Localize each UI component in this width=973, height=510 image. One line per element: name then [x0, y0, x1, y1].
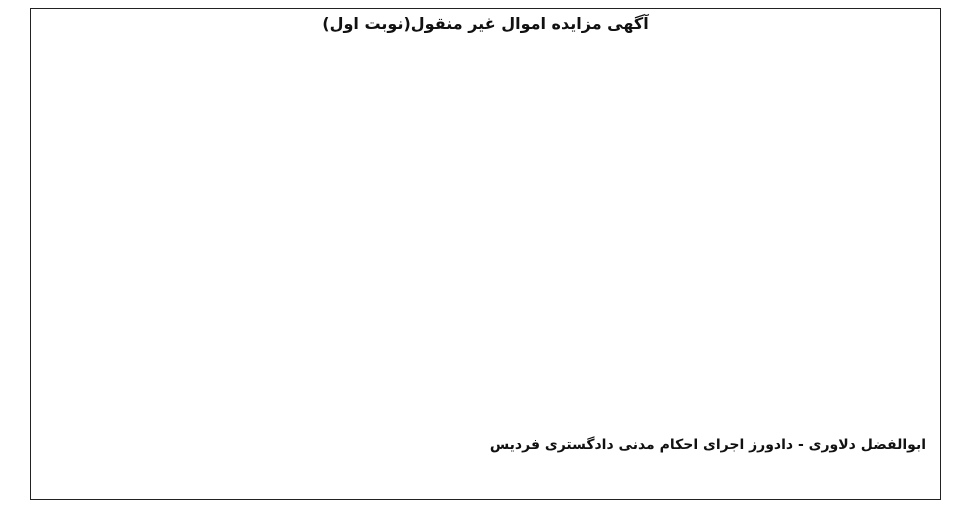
- notice-paragraph: [41, 93, 930, 113]
- notice-signature: ابوالفضل دلاوری - دادورز اجرای احکام مدنی دادگستری فردیس: [489, 437, 926, 453]
- notice-paragraph: [41, 53, 930, 73]
- notice-paragraph: [41, 73, 930, 93]
- notice-paragraph: [41, 133, 930, 153]
- notice-paragraph: [41, 113, 930, 133]
- notice-body: [41, 53, 930, 153]
- notice-headline: آگهی مزایده اموال غیر منقول(نوبت اول): [322, 14, 649, 33]
- auction-notice: [30, 8, 941, 500]
